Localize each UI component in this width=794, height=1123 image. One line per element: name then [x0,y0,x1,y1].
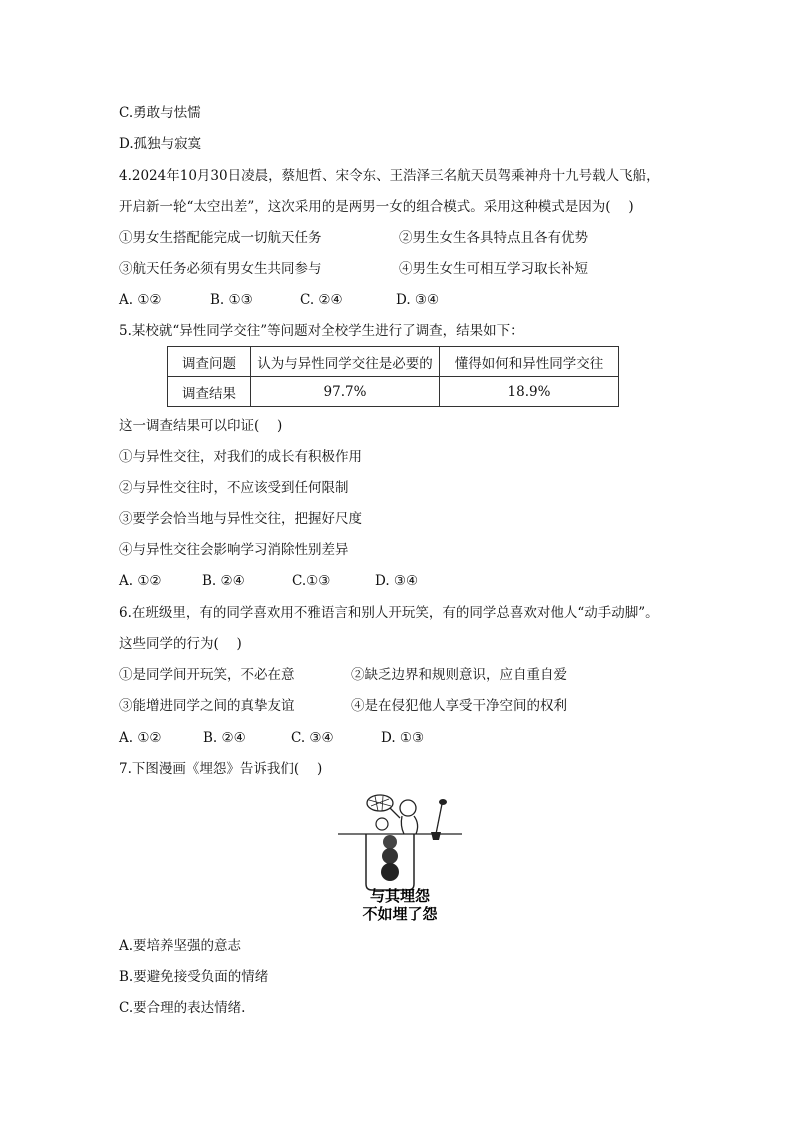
cartoon-caption-line1: 与其埋怨 [369,887,431,905]
q4-item-1: ①男女生搭配能完成一切航天任务 [119,230,322,246]
q4-choice-a: A. ①② [119,292,162,308]
complaint-ball-icon [376,818,388,830]
table-row [168,377,619,407]
table-cell: 18.9% [440,377,619,407]
q4-stem-line2: 开启新一轮“太空出差”，这次采用的是两男一女的组合模式。采用这种模式是因为( ) [119,199,634,215]
q6-choice-a: A. ①② [119,730,162,746]
complaint-ball-icon [381,863,399,881]
table-cell: 调查结果 [168,377,251,407]
q6-choice-c: C. ③④ [291,730,334,746]
option-c: C.勇敢与怯懦 [119,105,201,121]
q5-item-1: ①与异性交往，对我们的成长有积极作用 [119,449,362,465]
q4-choice-d: D. ③④ [396,292,440,308]
person-head-icon [400,800,416,816]
q4-item-4: ④男生女生可相互学习取长补短 [399,261,588,277]
q6-item-4: ④是在侵犯他人享受干净空间的权利 [351,698,567,714]
q6-item-3: ③能增进同学之间的真挚友谊 [119,698,295,714]
table-header-cell: 认为与异性同学交往是必要的 [251,347,440,377]
q5-question: 这一调查结果可以印证( ) [119,418,283,434]
survey-table [167,346,619,407]
q4-item-2: ②男生女生各具特点且各有优势 [399,230,588,246]
cartoon-caption-line2: 不如埋了怨 [362,905,438,922]
q7-option-c: C.要合理的表达情绪. [119,1000,246,1016]
q7-option-a: A.要培养坚强的意志 [119,938,242,954]
q6-stem-line2: 这些同学的行为( ) [119,636,242,652]
q4-choice-c: C. ②④ [300,292,343,308]
q6-choice-d: D. ①③ [381,730,425,746]
table-header-cell: 懂得如何和异性同学交往 [440,347,619,377]
complaint-ball-icon [382,848,398,864]
shovel-icon [436,804,442,834]
q5-choice-b: B. ②④ [202,573,245,589]
option-d: D.孤独与寂寞 [119,136,202,152]
q5-choice-c: C.①③ [292,573,331,589]
complaint-ball-icon [383,835,397,849]
person-body-icon [390,808,418,834]
q6-choice-b: B. ②④ [203,730,246,746]
q4-stem-line1: 4.2024年10月30日凌晨，蔡旭哲、宋令东、王浩泽三名航天员驾乘神舟十九号载人飞船， [119,168,660,184]
q5-item-2: ②与异性交往时，不应该受到任何限制 [119,480,349,496]
table-header-row [168,347,619,377]
q4-item-3: ③航天任务必须有男女生共同参与 [119,261,322,277]
q7-option-b: B.要避免接受负面的情绪 [119,969,269,985]
table-cell: 97.7% [251,377,440,407]
q5-choice-d: D. ③④ [375,573,419,589]
q6-item-2: ②缺乏边界和规则意识，应自重自爱 [351,667,567,683]
q5-item-3: ③要学会恰当地与异性交往，把握好尺度 [119,511,362,527]
q6-item-1: ①是同学间开玩笑，不必在意 [119,667,295,683]
q5-choice-a: A. ①② [119,573,162,589]
q7-stem: 7.下图漫画《埋怨》告诉我们( ) [119,761,323,777]
cartoon-illustration [330,790,470,922]
table-header-cell: 调查问题 [168,347,251,377]
q5-stem: 5.某校就“异性同学交往”等问题对全校学生进行了调查，结果如下： [119,323,524,339]
q5-item-4: ④与异性交往会影响学习消除性别差异 [119,542,349,558]
q4-choice-b: B. ①③ [210,292,253,308]
q6-stem-line1: 6.在班级里，有的同学喜欢用不雅语言和别人开玩笑，有的同学总喜欢对他人“动手动脚”。 [119,605,659,621]
